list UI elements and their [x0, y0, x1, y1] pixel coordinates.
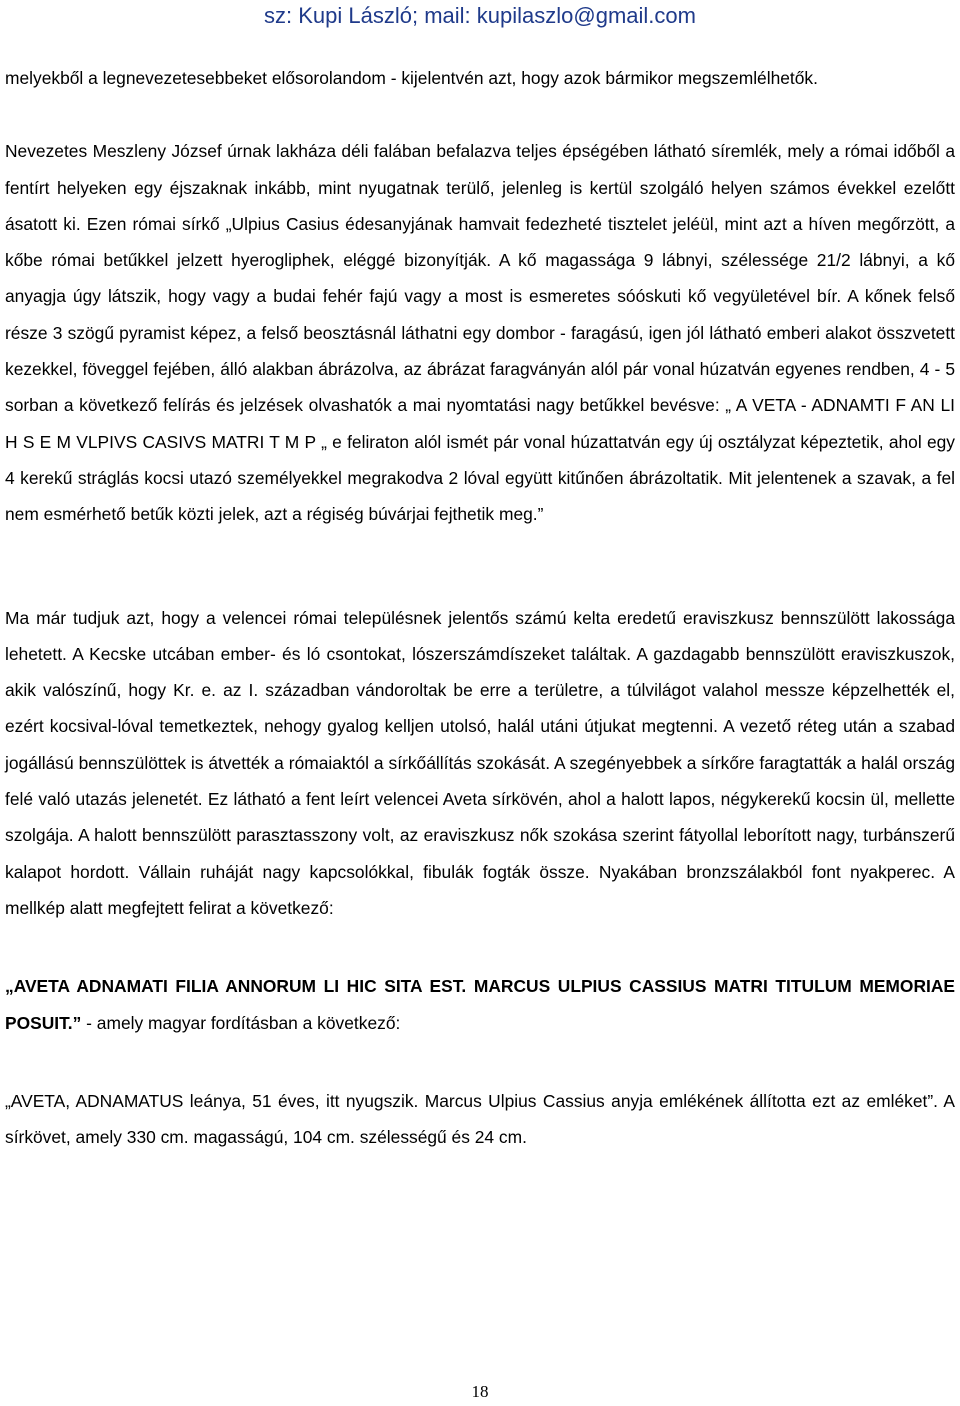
- page-number: 18: [471, 1382, 489, 1401]
- paragraph-spacer: [5, 926, 955, 968]
- paragraph-spacer: [5, 96, 955, 133]
- inscription-intro: - amely magyar fordításban a következő:: [81, 1012, 401, 1033]
- inscription-latin: „AVETA ADNAMATI FILIA ANNORUM LI HIC SITA EST. MARCUS ULPIUS CASSIUS MATRI TITULUM MEMORIAE POSUIT.”: [5, 976, 955, 1033]
- page-header: sz: Kupi László; mail: kupilaszlo@gmail.com: [264, 3, 696, 28]
- page-content: [5, 60, 955, 1155]
- paragraph-spacer: [5, 1041, 955, 1083]
- paragraph-tombstone-description: Nevezetes Meszleny József úrnak lakháza déli falában befalazva teljes épségében látható síremlék, mely a római időből a fentírt helyeken egy éjszaknak inkább, mint nyugatnak terülő, jelenleg is kertül szolgáló helyen számos évekkel ezelőtt ásatott ki. Ezen római sírkő „Ulpius Casius édesanyjának hamvait fedezheté tisztelet jeléül, mint azt a híven megőrzött, a kőbe római betűkkel jelzett hyerogliphek, eléggé bizonyítják. A kő magassága 9 lábnyi, szélessége 21/2 lábnyi, a kő anyagja úgy látszik, hogy vagy a budai fehér fajú vagy a most is esmeretes sóóskuti kő vegyületével bír. A kőnek felső része 3 szögű pyramist képez, a felső beosztásnál láthatni egy dombor - faragású, igen jól látható emberi alakot összvetett kezekkel, föveggel fejében, álló alakban ábrázolva, az ábrázat faragványán alól pár vonal húzatván egyenes rendben, 4 - 5 sorban a következő felírás és jelzések olvashatók a mai nyomtatási nagy betűkkel bevésve: „ A VETA - ADNAMTI F AN LI H S E M VLPIVS CASIVS MATRI T M P „ e feliraton alól ismét pár vonal húzattatván egy új osztályzat képeztetik, ahol egy 4 kerekű stráglás kocsi utazó személyekkel megrakodva 2 lóval együtt kitűnően ábrázoltatik. Mit jelentenek a szavak, a fel nem esmérhető betűk közti jelek, azt a régiség búvárjai fejthetik meg.”: [5, 141, 955, 525]
- paragraph-inscription: [5, 968, 955, 1041]
- paragraph-history: Ma már tudjuk azt, hogy a velencei római településnek jelentős számú kelta eredetű eraviszkusz bennszülött lakossága lehetett. A Kecske utcában ember- és ló csontokat, lószerszámdíszeket találtak. A gazdagabb bennszülött eraviszkuszok, akik valószínű, hogy Kr. e. az I. században vándoroltak be erre a területre, a túlvilágot valahol messze képzelhették el, ezért kocsival-lóval temetkeztek, nehogy gyalog kelljen utolsó, halál utáni útjukat megtenni. A vezető réteg után a szabad jogállású bennszülöttek is átvették a rómaiaktól a sírkőállítás szokását. A szegényebbek a sírkőre faragtatták a halál ország felé való utazás jelenetét. Ez látható a fent leírt velencei Aveta sírkövén, ahol a halott lapos, négykerekű kocsin ül, mellette szolgája. A halott bennszülött parasztasszony volt, az eraviszkusz nők szokása szerint fátyollal leborított nagy, turbánszerű kalapot hordott. Vállain ruháját nagy kapcsolókkal, fibulák fogták össze. Nyakában bronzszálakból font nyakperec. A mellkép alatt megfejtett felirat a következő:: [5, 607, 955, 918]
- paragraph-intro: melyekből a legnevezetesebbeket elősorolandom - kijelentvén azt, hogy azok bármikor megszemlélhetők.: [5, 68, 818, 88]
- paragraph-spacer: [5, 533, 955, 600]
- paragraph-translation: „AVETA, ADNAMATUS leánya, 51 éves, itt nyugszik. Marcus Ulpius Cassius anyja emlékének állította ezt az emléket”. A sírkövet, amely 330 cm. magasságú, 104 cm. szélességű és 24 cm.: [5, 1090, 955, 1148]
